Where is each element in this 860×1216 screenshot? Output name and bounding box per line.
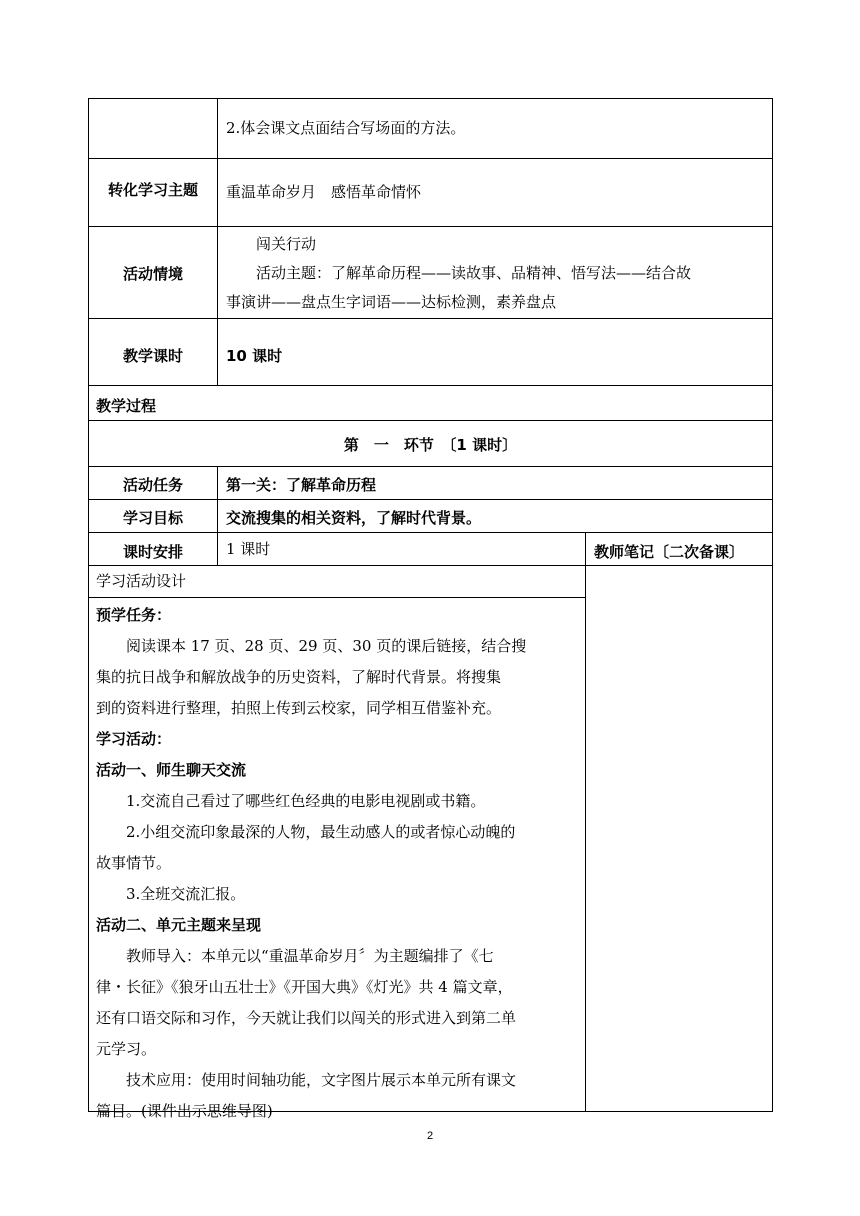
row-divider — [88, 226, 773, 227]
activity-two-title: 活动二、单元主题来呈现 — [96, 916, 262, 934]
learning-theme-label: 转化学习主题 — [107, 181, 198, 199]
scenario-line: 事演讲——盘点生字词语——达标检测，素养盘点 — [226, 293, 557, 311]
activity-one-item: 故事情节。 — [96, 854, 172, 872]
activity-one-item: 2.小组交流印象最深的人物，最生动感人的或者惊心动魄的 — [126, 823, 516, 841]
class-hours-label: 教学课时 — [122, 347, 183, 365]
objective-text: 2.体会课文点面结合写场面的方法。 — [226, 119, 466, 137]
tech-application-line: 技术应用：使用时间轴功能，文字图片展示本单元所有课文 — [126, 1071, 517, 1089]
row-divider — [88, 532, 773, 533]
row-divider — [88, 597, 585, 598]
pre-task-title: 预学任务： — [96, 606, 172, 624]
activity-one-item: 1.交流自己看过了哪些红色经典的电影电视剧或书籍。 — [126, 792, 486, 810]
row-divider — [88, 158, 773, 159]
table-border-top — [88, 98, 773, 99]
pre-task-line: 阅读课本 17 页、28 页、29 页、30 页的课后链接，结合搜 — [126, 637, 527, 655]
activity-scenario-label: 活动情境 — [122, 265, 183, 283]
learning-goal-text: 交流搜集的相关资料，了解时代背景。 — [226, 509, 482, 527]
column-divider — [217, 98, 218, 386]
table-border-right — [772, 98, 773, 1112]
section-title: 第 一 环节 〔1 课时〕 — [343, 436, 518, 454]
row-divider — [88, 318, 773, 319]
activity-task-label: 活动任务 — [122, 476, 183, 494]
row-divider — [88, 385, 773, 386]
activity-one-item: 3.全班交流汇报。 — [126, 885, 246, 903]
row-divider — [88, 565, 773, 566]
activity-one-title: 活动一、师生聊天交流 — [96, 761, 247, 779]
column-divider — [585, 532, 586, 1112]
pre-task-line: 集的抗日战争和解放战争的历史资料，了解时代背景。将搜集 — [96, 668, 502, 686]
class-hours-text: 10 课时 — [226, 347, 283, 365]
design-header: 学习活动设计 — [96, 572, 187, 590]
tech-application-line: 篇目。(课件出示思维导图) — [96, 1102, 273, 1120]
row-divider — [88, 499, 773, 500]
pre-task-line: 到的资料进行整理，拍照上传到云校家，同学相互借鉴补充。 — [96, 699, 502, 717]
activity-two-line: 元学习。 — [96, 1040, 157, 1058]
activity-task-text: 第一关：了解革命历程 — [226, 476, 377, 494]
schedule-label: 课时安排 — [122, 543, 183, 561]
activity-two-line: 教师导入：本单元以“重温革命岁月〞为主题编排了《七 — [126, 947, 494, 965]
learning-goal-label: 学习目标 — [122, 509, 183, 527]
activity-two-line: 律・长征》《狼牙山五壮士》《开国大典》《灯光》共 4 篇文章， — [96, 978, 513, 996]
schedule-text: 1 课时 — [226, 540, 271, 558]
page-number: 2 — [426, 1130, 434, 1142]
row-divider — [88, 420, 773, 421]
scenario-line: 闯关行动 — [256, 235, 317, 253]
activity-two-line: 还有口语交际和习作，今天就让我们以闯关的形式进入到第二单 — [96, 1009, 517, 1027]
row-divider — [88, 466, 773, 467]
activity-scenario-text — [226, 230, 768, 317]
learning-theme-text: 重温革命岁月 感悟革命情怀 — [226, 183, 422, 201]
design-body — [96, 600, 580, 1127]
teaching-process-label: 教学过程 — [96, 397, 157, 415]
scenario-line: 活动主题：了解革命历程——读故事、品精神、悟写法——结合故 — [256, 264, 692, 282]
table-border-left — [88, 98, 89, 1112]
learning-activity-title: 学习活动： — [96, 730, 172, 748]
teacher-notes-header: 教师笔记〔二次备课〕 — [594, 543, 745, 561]
